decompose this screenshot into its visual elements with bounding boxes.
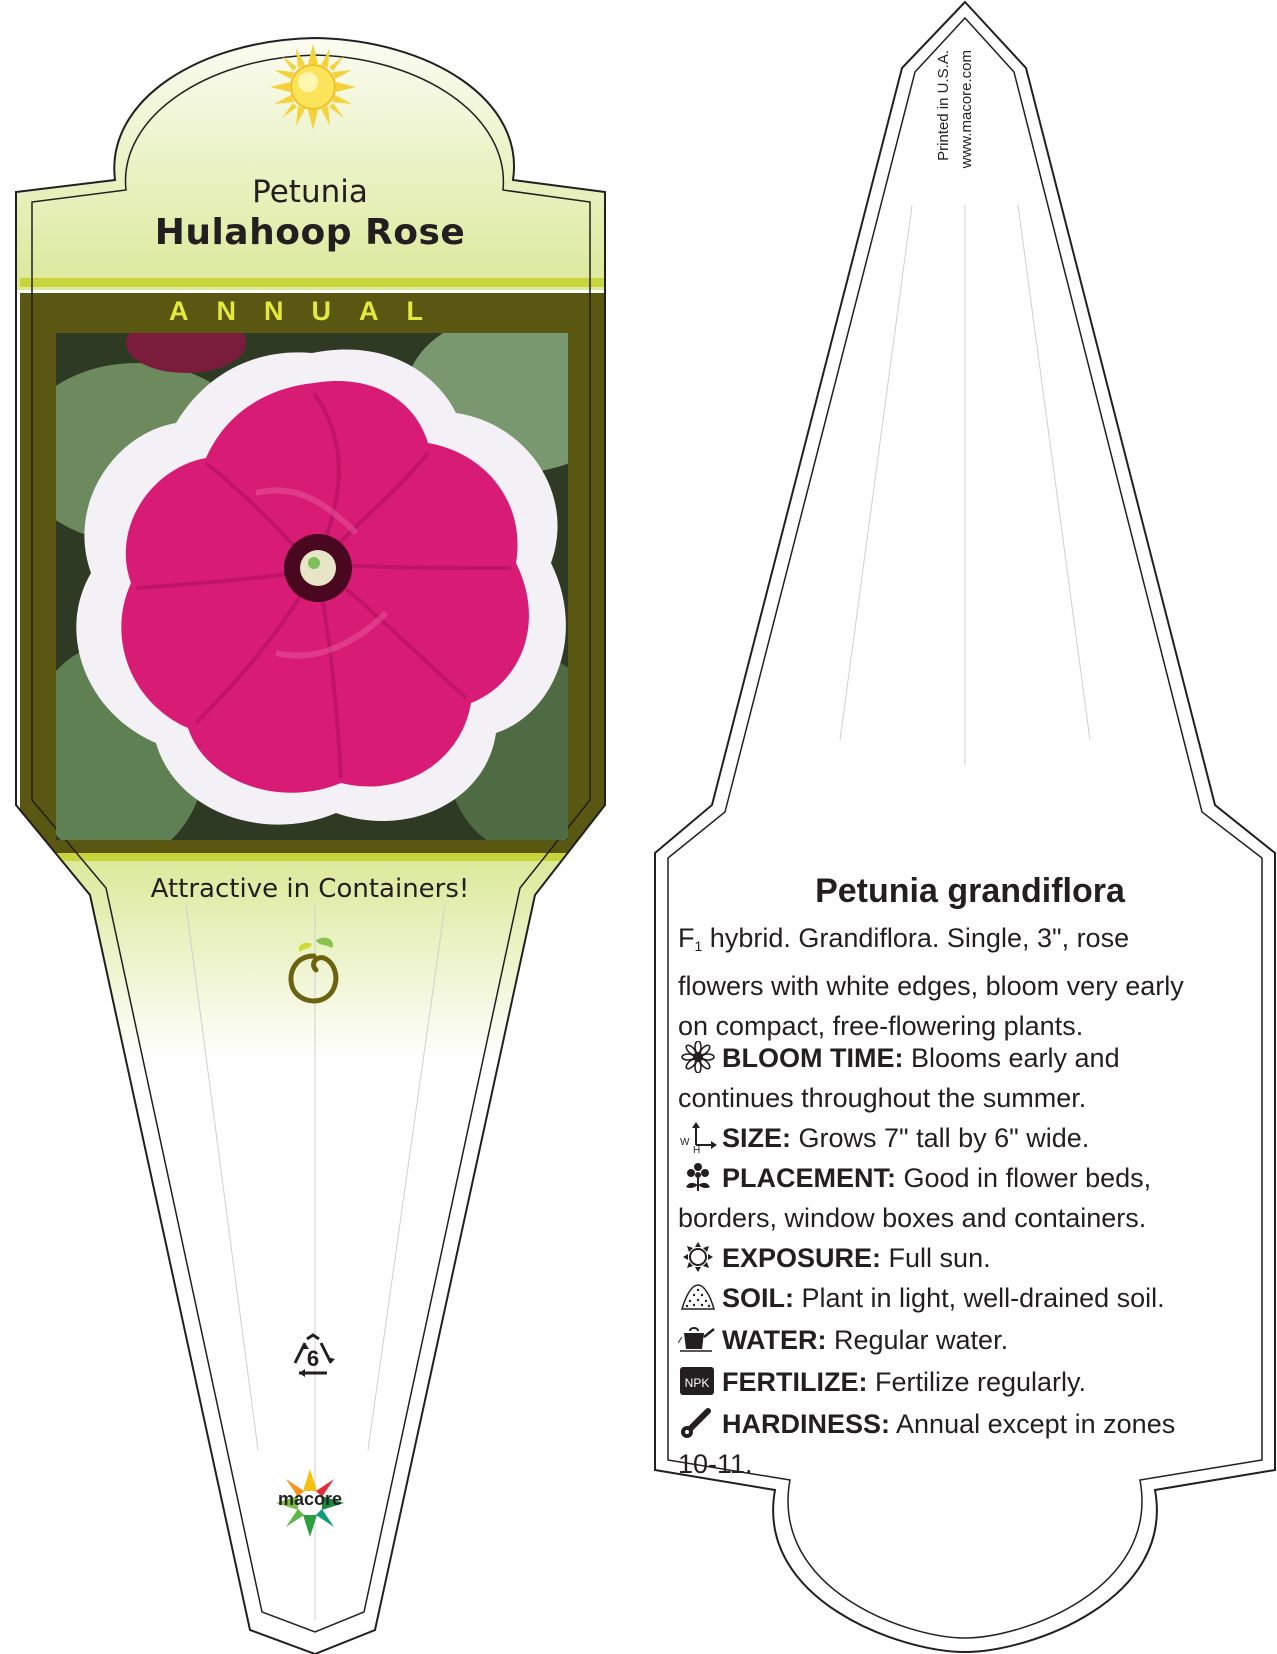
attribute-size [678,1118,1218,1158]
plant-category: ANNUAL [169,296,451,326]
attribute-value: Fertilize regularly. [867,1367,1087,1397]
flower-photo [56,333,568,840]
sun-icon [678,1241,718,1273]
attribute-value: Good in flower beds, borders, window boxes and containers. [678,1163,1152,1233]
plant-genus: Petunia [252,174,368,210]
botanical-name: Petunia grandiflora [815,872,1125,910]
attribute-value: Full sun. [881,1243,991,1273]
attribute-water [678,1320,1218,1360]
watering-can-icon [678,1323,718,1355]
attribute-label: HARDINESS: [722,1409,891,1439]
flower-icon [678,1041,718,1073]
attribute-label: PLACEMENT: [722,1163,896,1193]
swirl-logo-icon [286,934,342,1006]
size-arrows-icon [678,1121,718,1153]
description-subscript: 1 [694,938,703,954]
attribute-label: WATER: [722,1325,827,1355]
brand-name: macore [277,1489,343,1509]
attribute-label: BLOOM TIME: [722,1043,904,1073]
attribute-soil [678,1278,1218,1318]
website: www.macore.com [958,50,975,169]
soil-icon [678,1281,718,1313]
npk-icon [678,1365,718,1397]
attribute-label: SOIL: [722,1283,794,1313]
attribute-label: EXPOSURE: [722,1243,882,1273]
tagline: Attractive in Containers! [150,874,470,904]
attribute-exposure [678,1238,1218,1278]
thermometer-icon [678,1407,718,1439]
attribute-bloom-time [678,1038,1218,1118]
attribute-value: Plant in light, well-drained soil. [794,1283,1165,1313]
attribute-value: Grows 7" tall by 6" wide. [791,1123,1090,1153]
printed-in-label [935,50,957,220]
plant-icon [678,1161,718,1193]
attribute-value: Regular water. [826,1325,1009,1355]
recycle-code: 6 [306,1346,320,1371]
sun-icon [270,44,356,130]
size-icon-h: H [693,1145,701,1153]
description-lead: F [678,923,695,953]
attribute-placement [678,1158,1218,1238]
attribute-fertilize [678,1362,1218,1402]
description-text: hybrid. Grandiflora. Single, 3", rose flowers with white edges, bloom very early on compact, free-flowering plants. [678,923,1184,1041]
website-label [958,50,980,220]
printed-in: Printed in U.S.A. [935,50,952,161]
npk-label: NPK [684,1376,710,1390]
attribute-label: FERTILIZE: [722,1367,868,1397]
description [678,918,1218,1046]
plant-variety: Hulahoop Rose [154,212,466,253]
attribute-label: SIZE: [722,1123,792,1153]
size-icon-w: W [680,1137,690,1148]
recycle-icon [287,1333,339,1381]
attribute-value: Annual except in zones 10-11. [678,1409,1176,1479]
attribute-value: Blooms early and continues throughout the summer. [678,1043,1120,1113]
attribute-hardiness [678,1404,1218,1484]
